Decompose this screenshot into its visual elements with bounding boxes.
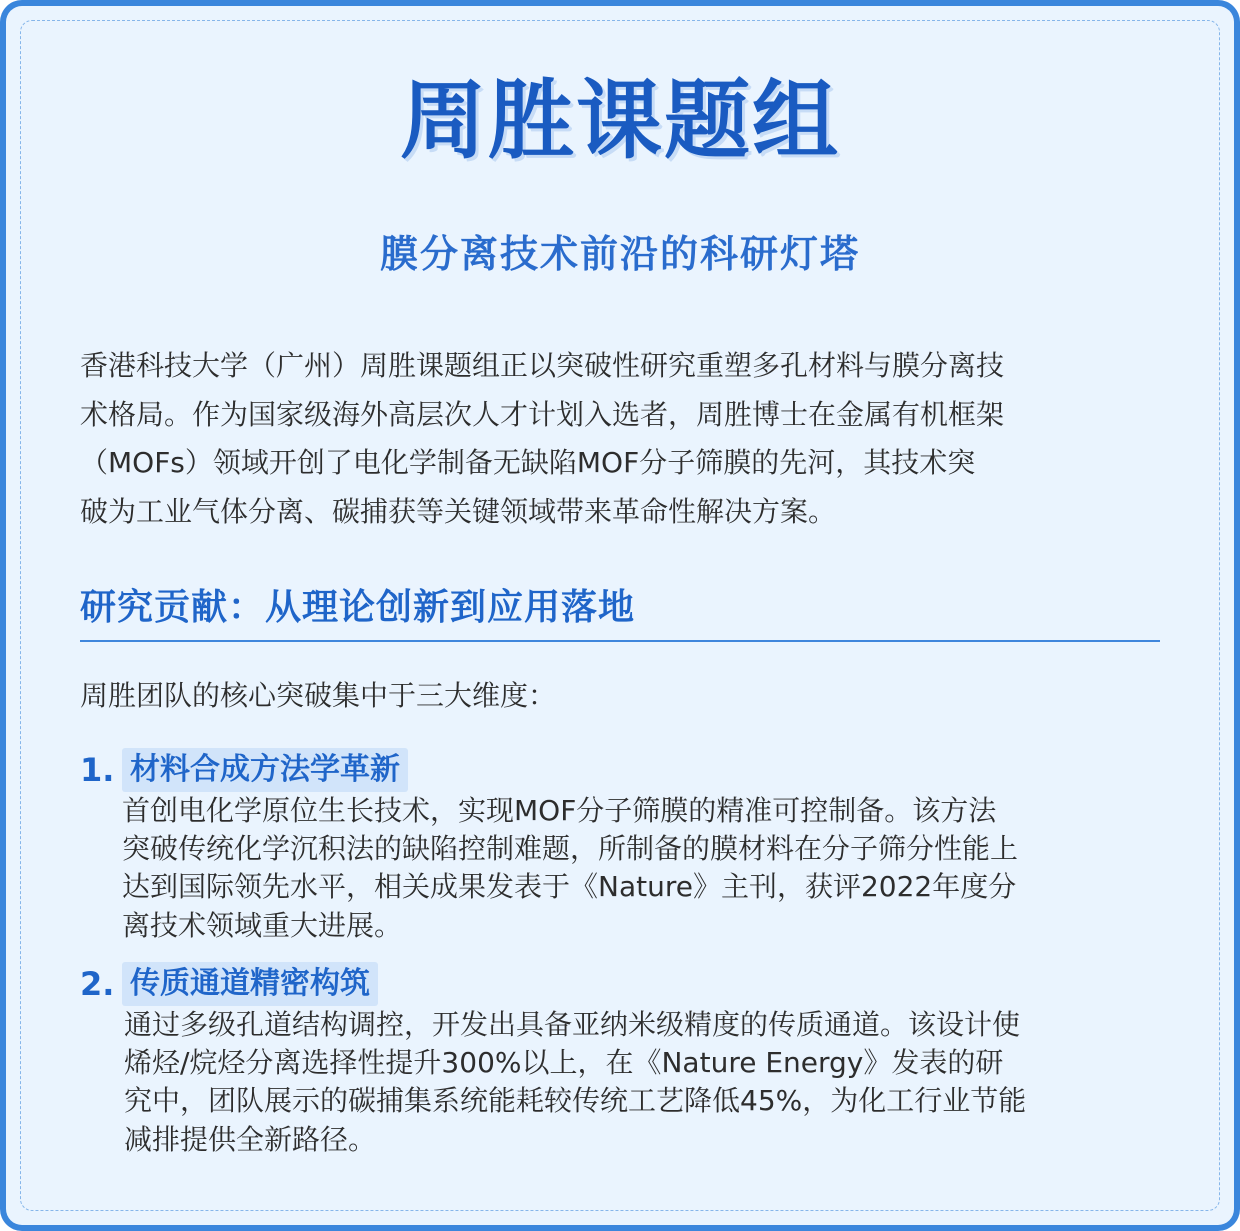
- contribution-title: 材料合成方法学革新: [122, 748, 408, 792]
- description-line: 究中，团队展示的碳捕集系统能耗较传统工艺降低45%，为化工行业节能: [124, 1084, 1027, 1118]
- contribution-description: [122, 792, 1160, 945]
- description-line: 离技术领域重大进展。: [122, 908, 403, 942]
- contribution-number: 2.: [80, 965, 115, 1003]
- section-divider: [80, 640, 1160, 642]
- contribution-description: [124, 1006, 1160, 1159]
- card-body: [6, 6, 1234, 1225]
- description-line: 达到国际领先水平，相关成果发表于《Nature》主刊，获评2022年度分: [122, 870, 1017, 904]
- section-heading: 研究贡献：从理论创新到应用落地: [80, 587, 636, 628]
- contribution-item: [80, 962, 1160, 1159]
- contribution-title: 传质通道精密构筑: [122, 962, 378, 1006]
- description-line: 减排提供全新路径。: [124, 1122, 377, 1156]
- intro-paragraph: [80, 342, 1150, 536]
- section-lead: 周胜团队的核心突破集中于三大维度：: [80, 679, 557, 712]
- contribution-header: [80, 748, 1160, 792]
- intro-line: （MOFs）领域开创了电化学制备无缺陷MOF分子筛膜的先河，其技术突: [80, 446, 976, 479]
- contribution-number: 1.: [80, 751, 115, 789]
- page-subtitle: 膜分离技术前沿的科研灯塔: [379, 232, 860, 276]
- description-line: 突破传统化学沉积法的缺陷控制难题，所制备的膜材料在分子筛分性能上: [122, 832, 1019, 866]
- page-title: 周胜课题组: [400, 71, 840, 171]
- description-line: 首创电化学原位生长技术，实现MOF分子筛膜的精准可控制备。该方法: [122, 794, 997, 827]
- intro-line: 术格局。作为国家级海外高层次人才计划入选者，周胜博士在金属有机框架: [80, 397, 1005, 431]
- intro-line: 香港科技大学（广州）周胜课题组正以突破性研究重塑多孔材料与膜分离技: [80, 349, 1005, 382]
- contribution-header: [80, 962, 1160, 1006]
- description-line: 通过多级孔道结构调控，开发出具备亚纳米级精度的传质通道。该设计使: [124, 1008, 1021, 1041]
- contribution-item: [80, 748, 1160, 945]
- description-line: 烯烃/烷烃分离选择性提升300%以上，在《Nature Energy》发表的研: [124, 1046, 1004, 1080]
- intro-line: 破为工业气体分离、碳捕获等关键领域带来革命性解决方案。: [80, 494, 837, 528]
